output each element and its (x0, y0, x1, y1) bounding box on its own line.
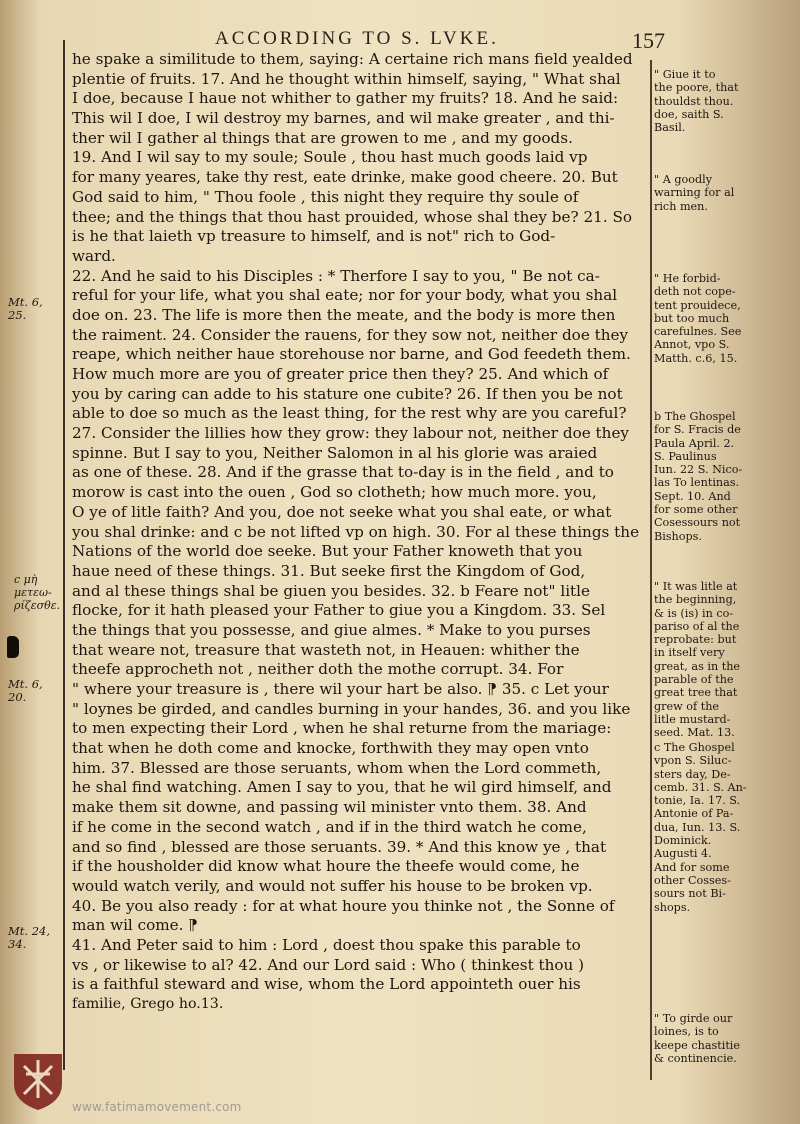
text-line: would watch verily, and would not suffer his house to be broken vp. (72, 876, 593, 895)
margin-note-line: keepe chastitie (654, 1038, 741, 1052)
text-line: doe on. 23. The life is more then the meate, and the body is more then (72, 305, 616, 324)
text-line: 27. Consider the lillies how they grow: they labour not, neither doe they (72, 424, 630, 443)
text-line: plentie of fruits. 17. And he thought within himself, saying, " What shal (72, 69, 621, 88)
text-line: 40. Be you also ready : for at what houre you thinke not , the Sonne of (72, 896, 615, 915)
margin-note-line: & is (is) in co- (654, 606, 734, 620)
text-line: the raiment. 24. Consider the rauens, for they sow not, neither doe they (72, 325, 629, 344)
left-margin-note: Mt. 6, 20. (8, 677, 43, 704)
text-line: 19. And I wil say to my soule; Soule , thou hast much goods laid vp (72, 148, 588, 167)
text-line: thee; and the things that thou hast prouided, whose shal they be? 21. So (72, 207, 633, 226)
margin-note-line: grew of the (654, 699, 720, 713)
margin-note-line: rich men. (654, 199, 708, 213)
margin-note-line: b The Ghospel (654, 410, 736, 423)
margin-note-line: Sept. 10. And (654, 489, 731, 503)
margin-note-line: carefulnes. See (654, 325, 742, 339)
text-line: that weare not, treasure that wasteth not, in Heauen: whither the (72, 640, 580, 659)
margin-note-line: tent prouidece, (654, 298, 741, 312)
fatima-movement-shield-logo (10, 1050, 66, 1112)
left-margin-note: Mt. 6, 25. (8, 295, 43, 322)
text-line: and so find , blessed are those seruants. 39. * And this know ye , that (72, 837, 607, 856)
margin-note-line: Dominick. (654, 834, 712, 848)
text-line: you shal drinke: and c be not lifted vp on high. 30. For al these things the (72, 522, 640, 541)
margin-note-line: sters day, De- (654, 767, 731, 781)
text-line: to men expecting their Lord , when he shal returne from the mariage: (72, 719, 612, 738)
text-line: ward. (72, 246, 116, 265)
margin-note-line: seed. Mat. 13. (654, 726, 735, 740)
text-line: he shal find watching. Amen I say to you, that he wil gird himself, and (72, 778, 612, 797)
margin-note-line: Antonie of Pa- (654, 807, 734, 821)
text-line: is a faithful steward and wise, whom the Lord appointeth ouer his (72, 975, 581, 994)
margin-note-line: for some other (654, 503, 738, 517)
margin-note-line: Augusti 4. (654, 847, 712, 861)
text-line: haue need of these things. 31. But seeke first the Kingdom of God, (72, 561, 586, 580)
main-text-column (72, 50, 652, 1015)
margin-note-line: " A goodly (654, 173, 713, 186)
text-line: God said to him, " Thou foole , this night they require thy soule of (72, 187, 579, 206)
text-line: spinne. But I say to you, Neither Salomon in al his glorie was araied (72, 443, 598, 462)
text-line: and al these things shal be giuen you besides. 32. b Feare not" litle (72, 581, 590, 600)
margin-note-line: pariso of al the (654, 619, 740, 633)
text-line: This wil I doe, I wil destroy my barnes, and wil make greater , and thi- (72, 109, 615, 128)
right-margin-note (654, 741, 796, 914)
margin-note-line: sours not Bi- (654, 887, 726, 901)
left-column-rule (63, 40, 65, 1070)
margin-note-line: " To girde our (654, 1012, 733, 1025)
text-line: able to doe so much as the least thing, for the rest why are you careful? (72, 404, 627, 423)
text-line: 22. And he said to his Disciples : * Therfore I say to you, " Be not ca- (72, 266, 600, 285)
text-line: for many yeares, take thy rest, eate drinke, make good cheere. 20. But (72, 168, 618, 187)
margin-note-line: great, as in the (654, 659, 741, 673)
text-line: 41. And Peter said to him : Lord , doest thou spake this parable to (72, 935, 581, 954)
margin-note-line: cemb. 31. S. An- (654, 780, 747, 794)
left-margin-note: c μὴ μετεω- ρίζεσθε. (14, 573, 61, 612)
text-line: How much more are you of greater price then they? 25. And which of (72, 365, 609, 383)
right-margin-note (654, 1012, 796, 1065)
margin-note-line: great tree that (654, 686, 738, 700)
margin-note-line: Iun. 22 S. Nico- (654, 463, 743, 477)
text-line: Nations of the world doe seeke. But your Father knoweth that you (72, 542, 583, 561)
margin-note-line: Cosessours not (654, 516, 741, 530)
text-line: make them sit downe, and passing wil minister vnto them. 38. And (72, 798, 587, 817)
pointing-hand-icon (7, 636, 19, 658)
text-line: " loynes be girded, and candles burning in your handes, 36. and you like (72, 699, 631, 718)
text-line: is he that laieth vp treasure to himself, and is not" rich to God- (72, 227, 556, 246)
right-margin-note (654, 173, 796, 213)
margin-note-line: Basil. (654, 121, 686, 135)
footer-url: www.fatimamovement.com (72, 1100, 242, 1114)
text-line: if the housholder did know what houre the theefe would come, he (72, 857, 580, 876)
right-margin-note (654, 410, 796, 543)
margin-note-line: but too much (654, 311, 730, 325)
margin-note-line: litle mustard- (654, 712, 731, 726)
text-line: the things that you possesse, and giue almes. * Make to you purses (72, 620, 591, 639)
text-line: he spake a similitude to them, saying: A certaine rich mans field yealded (72, 50, 633, 68)
margin-note-line: vpon S. Siluc- (654, 754, 732, 768)
text-line: you by caring can adde to his stature one cubite? 26. If then you be not (72, 384, 623, 403)
margin-note-line: shops. (654, 900, 691, 914)
right-margin-note (654, 68, 796, 134)
margin-note-line: for S. Fracis de (654, 423, 741, 437)
margin-note-line: reprobate: but (654, 633, 737, 647)
text-line: vs , or likewise to al? 42. And our Lord said : Who ( thinkest thou ) (72, 955, 585, 974)
margin-note-line: S. Paulinus (654, 449, 717, 463)
margin-note-line: c The Ghospel (654, 741, 735, 754)
text-line: reful for your life, what you shal eate; nor for your body, what you shal (72, 286, 618, 305)
margin-note-line: dua, Iun. 13. S. (654, 820, 741, 834)
margin-note-line: And for some (654, 860, 730, 874)
margin-note-line: parable of the (654, 673, 734, 687)
margin-note-line: Paula April. 2. (654, 436, 735, 450)
text-line: morow is cast into the ouen , God so clotheth; how much more. you, (72, 483, 597, 502)
margin-note-line: " It was litle at (654, 580, 738, 593)
text-line: familie, Grego ho.13. (72, 996, 224, 1012)
text-line: as one of these. 28. And if the grasse that to-day is in the field , and to (72, 463, 614, 482)
text-line: O ye of litle faith? And you, doe not seeke what you shal eate, or what (72, 502, 612, 521)
text-line: flocke, for it hath pleased your Father to giue you a Kingdom. 33. Sel (72, 601, 606, 620)
margin-note-line: " Giue it to (654, 68, 716, 81)
page-number: 157 (632, 28, 665, 53)
text-line: if he come in the second watch , and if in the third watch he come, (72, 817, 587, 836)
text-line: him. 37. Blessed are those seruants, whom when the Lord commeth, (72, 758, 602, 777)
text-line: " where your treasure is , there wil your hart be also. ⁋ 35. c Let your (72, 680, 609, 698)
margin-note-line: deth not cope- (654, 285, 736, 299)
text-line: that when he doth come and knocke, forthwith they may open vnto (72, 739, 589, 758)
margin-note-line: thouldst thou. (654, 94, 734, 108)
margin-note-line: in itself very (654, 646, 725, 660)
right-margin-note (654, 580, 796, 740)
margin-note-line: & continencie. (654, 1051, 737, 1065)
margin-note-line: doe, saith S. (654, 107, 724, 121)
margin-note-line: " He forbid- (654, 272, 721, 285)
margin-note-line: the poore, that (654, 81, 739, 95)
text-line: reape, which neither haue storehouse nor barne, and God feedeth them. (72, 345, 631, 364)
margin-note-line: Bishops. (654, 529, 702, 543)
margin-note-line: the beginning, (654, 593, 737, 607)
margin-note-line: other Cosses- (654, 873, 731, 887)
text-line: ther wil I gather al things that are growen to me , and my goods. (72, 128, 573, 147)
text-line: I doe, because I haue not whither to gather my fruits? 18. And he said: (72, 89, 619, 108)
margin-note-line: Annot, vpo S. (654, 338, 730, 352)
text-line: theefe approcheth not , neither doth the mothe corrupt. 34. For (72, 660, 564, 679)
margin-note-line: tonie, Ia. 17. S. (654, 794, 741, 808)
margin-note-line: warning for al (654, 186, 735, 200)
margin-note-line: las To lentinas. (654, 476, 740, 490)
text-line: man wil come. ⁋ (72, 916, 198, 935)
left-margin-note: Mt. 24, 34. (8, 924, 50, 951)
running-head: ACCORDING TO S. LVKE. (215, 28, 499, 49)
margin-note-line: Matth. c.6, 15. (654, 351, 738, 365)
margin-note-line: loines, is to (654, 1025, 719, 1039)
right-margin-note (654, 272, 796, 365)
